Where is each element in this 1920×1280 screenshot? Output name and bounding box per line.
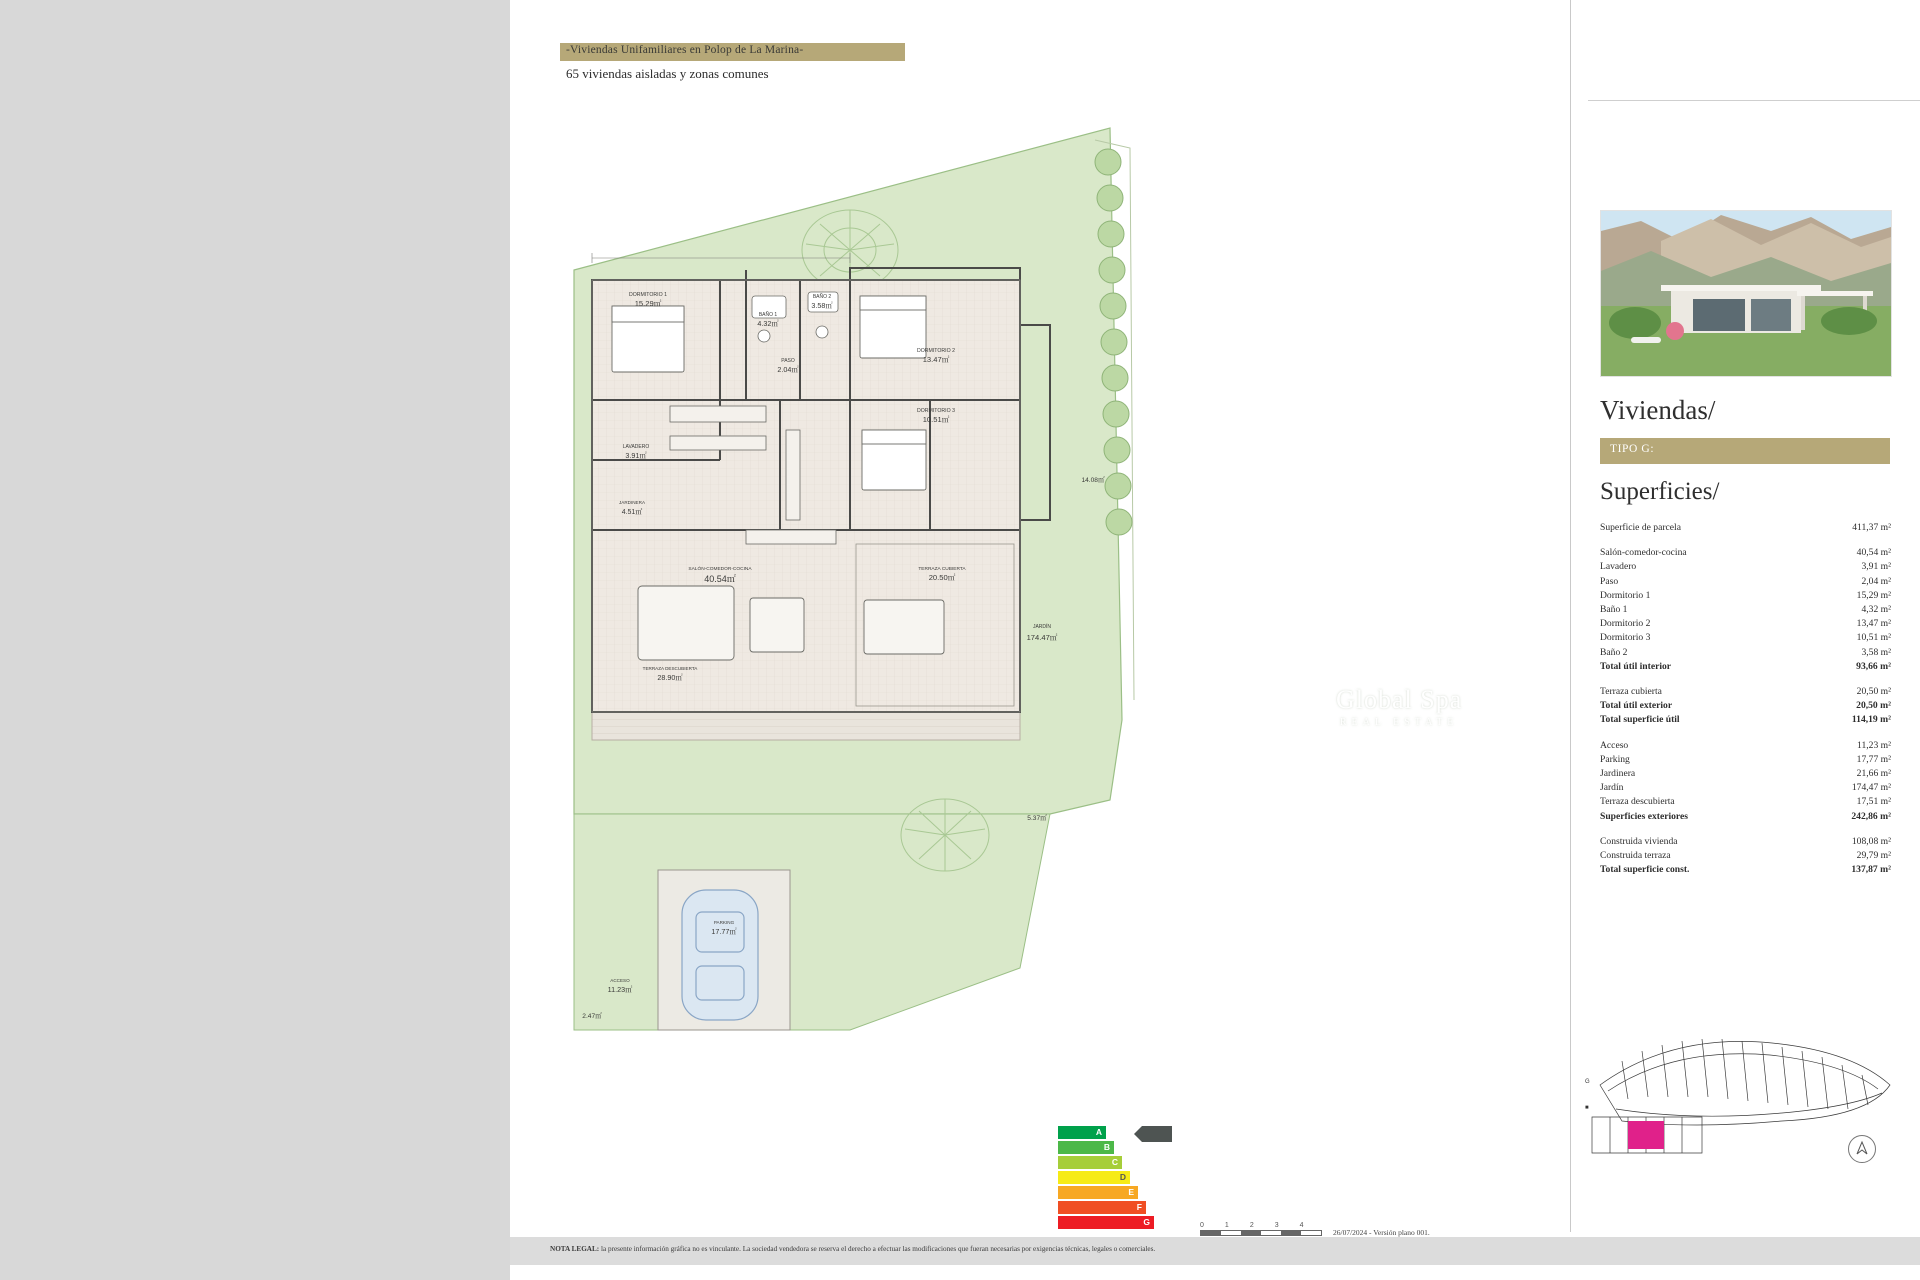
table-row-total: Total superficie const. 137,87 m² bbox=[1600, 864, 1891, 876]
header-title: -Viviendas Unifamiliares en Polop de La Marina- bbox=[566, 44, 804, 56]
svg-text:JARDÍN: JARDÍN bbox=[1032, 624, 1052, 630]
svg-text:DORMITORIO 1: DORMITORIO 1 bbox=[629, 292, 667, 298]
header-subtitle: 65 viviendas aisladas y zonas comunes bbox=[566, 66, 769, 81]
svg-text:174.47㎡: 174.47㎡ bbox=[1026, 633, 1058, 642]
svg-text:TERRAZA CUBIERTA: TERRAZA CUBIERTA bbox=[918, 567, 966, 572]
svg-text:DORMITORIO 2: DORMITORIO 2 bbox=[917, 348, 955, 354]
table-row: Parking 17,77 m² bbox=[1600, 753, 1891, 765]
table-row: Dormitorio 3 10,51 m² bbox=[1600, 632, 1891, 644]
svg-text:2.04㎡: 2.04㎡ bbox=[777, 365, 799, 374]
table-row: Terraza cubierta 20,50 m² bbox=[1600, 686, 1891, 698]
legal-body: la presente información gráfica no es vinculante. La sociedad vendedora se reserva el derecho a efectuar las modificaciones que fueran necesarias por exigencias técnicas, legales o comerciales. bbox=[599, 1245, 1156, 1253]
svg-text:ACCESO: ACCESO bbox=[610, 978, 630, 983]
energy-bar-d: D bbox=[1058, 1171, 1130, 1184]
svg-text:28.90㎡: 28.90㎡ bbox=[657, 673, 683, 682]
svg-text:DORMITORIO 3: DORMITORIO 3 bbox=[917, 408, 955, 414]
svg-text:3.58㎡: 3.58㎡ bbox=[811, 301, 833, 310]
svg-text:PARKING: PARKING bbox=[713, 920, 735, 925]
superficies-title: Superficies/ bbox=[1600, 478, 1720, 505]
svg-text:TERRAZA DESCUBIERTA: TERRAZA DESCUBIERTA bbox=[642, 666, 698, 671]
table-row: Salón-comedor-cocina 40,54 m² bbox=[1600, 547, 1891, 559]
svg-text:40.54㎡: 40.54㎡ bbox=[704, 574, 736, 584]
table-row: Dormitorio 1 15,29 m² bbox=[1600, 589, 1891, 601]
svg-text:BAÑO 2: BAÑO 2 bbox=[812, 294, 832, 300]
table-row: Lavadero 3,91 m² bbox=[1600, 561, 1891, 573]
svg-text:13.47㎡: 13.47㎡ bbox=[922, 355, 950, 364]
svg-text:5.37㎡: 5.37㎡ bbox=[1027, 815, 1047, 822]
energy-bar-a: A bbox=[1058, 1126, 1106, 1139]
svg-text:BAÑO 1: BAÑO 1 bbox=[758, 312, 778, 318]
table-row bbox=[1600, 521, 1891, 535]
svg-text:2.47㎡: 2.47㎡ bbox=[582, 1013, 602, 1020]
energy-bar-e: E bbox=[1058, 1186, 1138, 1199]
energy-bar-b: B bbox=[1058, 1141, 1114, 1154]
plan-version-note: 26/07/2024 - Versión plano 001. bbox=[1333, 1228, 1430, 1237]
svg-text:JARDINERA: JARDINERA bbox=[618, 500, 646, 505]
svg-text:■: ■ bbox=[1585, 1105, 1589, 1111]
row-value: 411,37 m² bbox=[1852, 522, 1891, 533]
table-row-total: Superficies exteriores 242,86 m² bbox=[1600, 810, 1891, 822]
svg-text:G: G bbox=[1585, 1079, 1590, 1085]
svg-text:LAVADERO: LAVADERO bbox=[622, 444, 650, 450]
svg-text:11.23㎡: 11.23㎡ bbox=[607, 985, 633, 994]
viviendas-title: Viviendas/ bbox=[1600, 395, 1716, 425]
scale-bar bbox=[1200, 1222, 1322, 1236]
svg-text:15.29㎡: 15.29㎡ bbox=[634, 299, 662, 308]
energy-bar-g: G bbox=[1058, 1216, 1154, 1229]
table-row-total: Total útil interior 93,66 m² bbox=[1600, 660, 1891, 672]
svg-text:14.08㎡: 14.08㎡ bbox=[1081, 477, 1105, 484]
scale-tick: 0 bbox=[1200, 1222, 1204, 1229]
table-row: Baño 1 4,32 m² bbox=[1600, 604, 1891, 616]
scale-tick: 2 bbox=[1249, 1222, 1254, 1229]
svg-text:PASO: PASO bbox=[781, 358, 795, 364]
table-row: Construida terraza 29,79 m² bbox=[1600, 850, 1891, 862]
svg-text:3.91㎡: 3.91㎡ bbox=[625, 451, 647, 460]
legal-footer bbox=[510, 1237, 1920, 1265]
table-row: Dormitorio 2 13,47 m² bbox=[1600, 618, 1891, 630]
table-row-total: Total superficie útil 114,19 m² bbox=[1600, 714, 1891, 726]
table-row: Baño 2 3,58 m² bbox=[1600, 646, 1891, 658]
svg-text:20.50㎡: 20.50㎡ bbox=[928, 573, 956, 582]
compass-icon bbox=[1848, 1135, 1876, 1163]
energy-bar-c: C bbox=[1058, 1156, 1122, 1169]
legal-text bbox=[550, 1245, 1155, 1253]
table-row: Acceso 11,23 m² bbox=[1600, 739, 1891, 751]
table-row-total: Total útil exterior 20,50 m² bbox=[1600, 700, 1891, 712]
table-row: Construida vivienda 108,08 m² bbox=[1600, 835, 1891, 847]
svg-text:10.51㎡: 10.51㎡ bbox=[922, 415, 950, 424]
floor-plan bbox=[550, 100, 1550, 1100]
legal-bold: NOTA LEGAL: bbox=[550, 1245, 600, 1253]
svg-text:4.32㎡: 4.32㎡ bbox=[757, 319, 779, 328]
table-row: Terraza descubierta 17,51 m² bbox=[1600, 796, 1891, 808]
scale-tick: 3 bbox=[1274, 1222, 1279, 1229]
watermark: Global Spa REAL ESTATE bbox=[1336, 685, 1463, 728]
vertical-divider bbox=[1570, 0, 1571, 1232]
scale-tick: 4 bbox=[1299, 1222, 1304, 1229]
table-row: Jardinera 21,66 m² bbox=[1600, 768, 1891, 780]
render-image bbox=[1600, 210, 1892, 377]
svg-text:17.77㎡: 17.77㎡ bbox=[711, 927, 737, 936]
table-row: Paso 2,04 m² bbox=[1600, 575, 1891, 587]
svg-text:SALÓN-COMEDOR-COCINA: SALÓN-COMEDOR-COCINA bbox=[688, 567, 752, 572]
top-rule bbox=[1588, 100, 1920, 101]
scale-tick: 1 bbox=[1224, 1222, 1229, 1229]
surfaces-table bbox=[1600, 521, 1891, 877]
table-row: Jardín 174,47 m² bbox=[1600, 782, 1891, 794]
document-page bbox=[510, 0, 1920, 1280]
svg-text:4.51㎡: 4.51㎡ bbox=[621, 509, 643, 516]
tipo-label: TIPO G: bbox=[1610, 443, 1655, 455]
row-label: Superficie de parcela bbox=[1600, 522, 1681, 533]
energy-pointer bbox=[1142, 1126, 1172, 1142]
energy-bar-f: F bbox=[1058, 1201, 1146, 1214]
